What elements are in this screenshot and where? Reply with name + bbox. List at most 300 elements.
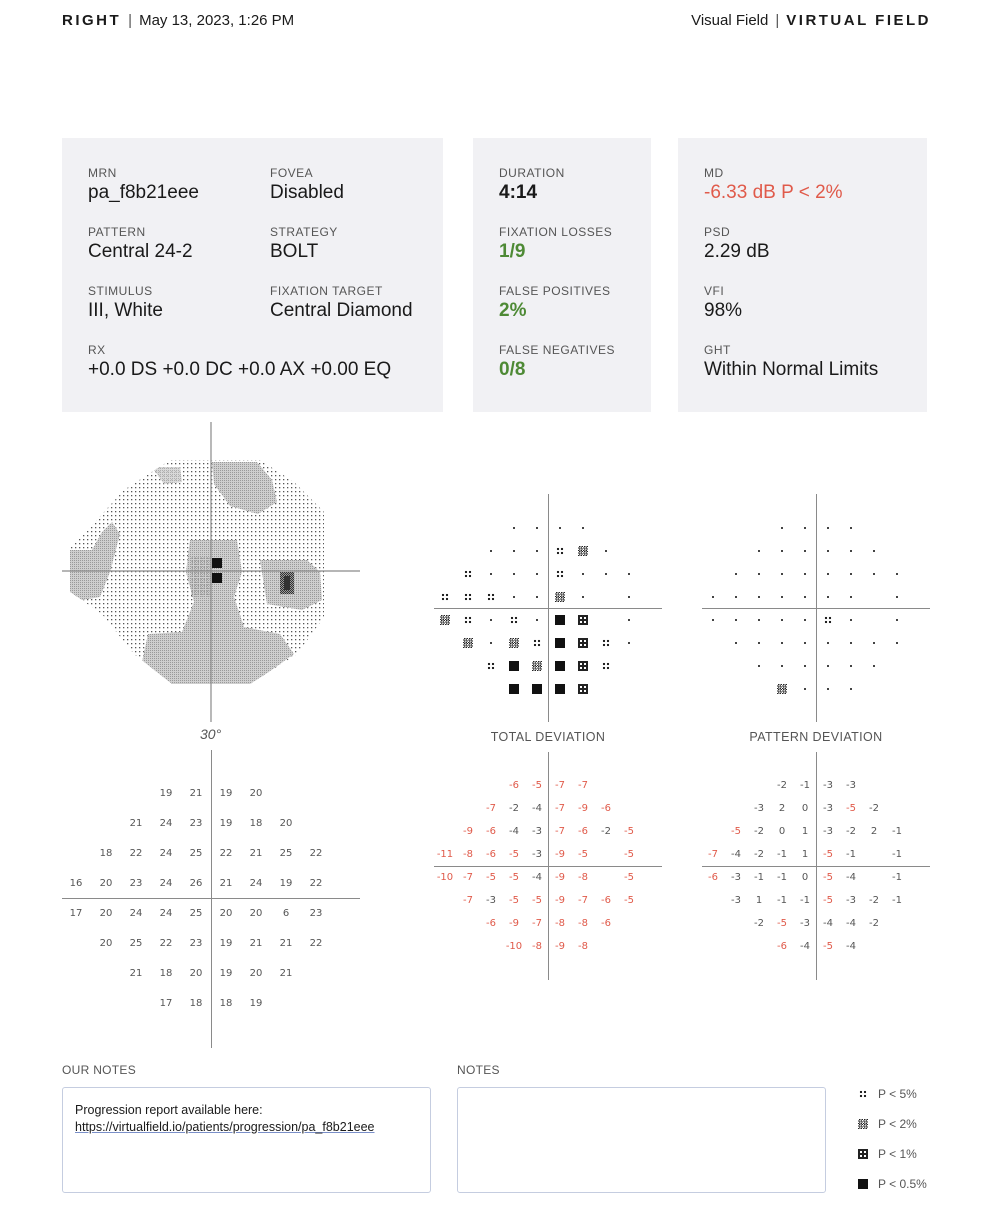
notes-label: NOTES [457, 1063, 500, 1077]
pattern-deviation-symbol [758, 573, 760, 575]
pattern-deviation-value: 2 [870, 826, 878, 837]
fovea-value: Disabled [270, 182, 344, 203]
report-header-right [691, 12, 931, 29]
total-deviation-value: -6 [578, 826, 588, 837]
threshold-value: 17 [159, 998, 173, 1009]
threshold-value: 19 [219, 968, 233, 979]
total-deviation-symbol [464, 593, 472, 601]
pattern-deviation-symbol [781, 619, 783, 621]
total-deviation-value: -5 [624, 872, 634, 883]
md-value: -6.33 dB P < 2% [704, 182, 843, 203]
pattern-deviation-value: -2 [869, 803, 879, 814]
total-deviation-value: -7 [555, 826, 565, 837]
pattern-deviation-symbol [758, 550, 760, 552]
threshold-vertical-axis [211, 750, 212, 1048]
threshold-value: 24 [159, 878, 173, 889]
rx-field [88, 343, 391, 382]
total-deviation-symbol [464, 570, 472, 578]
pattern-deviation-symbol [781, 665, 783, 667]
pattern-deviation-value: -5 [823, 849, 833, 860]
threshold-value: 24 [159, 908, 173, 919]
pattern-deviation-value: -4 [731, 849, 741, 860]
total-deviation-value: -5 [486, 872, 496, 883]
pattern-deviation-symbol [896, 619, 898, 621]
pattern-deviation-symbol [781, 573, 783, 575]
reliability-panel [473, 138, 651, 412]
total-deviation-symbol [578, 684, 588, 694]
threshold-value: 17 [69, 908, 83, 919]
fixation-target-label: FIXATION TARGET [270, 284, 383, 298]
pattern-deviation-value: -3 [846, 780, 856, 791]
patient-info-panel [62, 138, 443, 412]
total-deviation-value: -8 [463, 849, 473, 860]
pattern-deviation-value: -2 [754, 918, 764, 929]
pattern-deviation-value: -1 [892, 895, 902, 906]
total-deviation-symbol [555, 638, 565, 648]
threshold-value: 18 [159, 968, 173, 979]
our-notes-box[interactable] [62, 1087, 431, 1193]
vfi-field [704, 284, 742, 323]
pattern-deviation-symbol [850, 642, 852, 644]
pattern-deviation-value: 0 [801, 803, 809, 814]
pattern-deviation-symbol [873, 665, 875, 667]
total-deviation-symbol [582, 596, 584, 598]
pattern-deviation-value: -5 [777, 918, 787, 929]
pattern-deviation-value: -3 [800, 918, 810, 929]
legend-item [856, 1147, 917, 1161]
pattern-deviation-symbol [758, 642, 760, 644]
total-deviation-value: -8 [532, 941, 542, 952]
pattern-deviation-value: -1 [846, 849, 856, 860]
threshold-value: 22 [129, 848, 143, 859]
pattern-deviation-value: 0 [801, 872, 809, 883]
pattern-deviation-symbol [712, 596, 714, 598]
pattern-deviation-symbol [804, 527, 806, 529]
threshold-value: 18 [189, 998, 203, 1009]
pd-values-horizontal-axis [702, 866, 930, 867]
pattern-deviation-value: -4 [823, 918, 833, 929]
threshold-value: 23 [129, 878, 143, 889]
rx-value: +0.0 DS +0.0 DC +0.0 AX +0.00 EQ [88, 359, 392, 380]
strategy-label: STRATEGY [270, 225, 338, 239]
brand-name: VIRTUAL FIELD [786, 12, 931, 29]
total-deviation-value: -3 [532, 826, 542, 837]
total-deviation-symbol [463, 638, 473, 648]
pattern-deviation-value: -1 [777, 872, 787, 883]
threshold-value: 21 [129, 968, 143, 979]
pattern-deviation-value: -2 [869, 918, 879, 929]
legend-swatch [856, 1177, 870, 1191]
p-less-than-5-icon [859, 1090, 867, 1098]
pattern-value: Central 24-2 [88, 241, 193, 262]
total-deviation-symbol [628, 596, 630, 598]
total-deviation-value: -6 [601, 895, 611, 906]
pattern-deviation-symbol [824, 616, 832, 624]
threshold-value: 19 [159, 788, 173, 799]
total-deviation-value: -5 [532, 895, 542, 906]
total-deviation-value: -9 [555, 872, 565, 883]
report-type: Visual Field [691, 12, 769, 29]
threshold-value: 19 [219, 938, 233, 949]
total-deviation-symbol [464, 616, 472, 624]
pattern-deviation-symbol [850, 573, 852, 575]
pattern-deviation-symbol [827, 573, 829, 575]
total-deviation-value: -4 [532, 872, 542, 883]
pattern-deviation-value: -4 [800, 941, 810, 952]
threshold-value: 20 [249, 908, 263, 919]
total-deviation-symbol [536, 596, 538, 598]
total-deviation-symbol [628, 642, 630, 644]
global-indices-panel [678, 138, 927, 412]
total-deviation-symbol [628, 619, 630, 621]
p-less-than-0-5-icon [858, 1179, 868, 1189]
total-deviation-probability-plot [434, 494, 662, 722]
pattern-deviation-value: -1 [777, 849, 787, 860]
total-deviation-symbol [628, 573, 630, 575]
threshold-value: 20 [99, 908, 113, 919]
stimulus-field [88, 284, 163, 323]
legend-swatch [856, 1117, 870, 1131]
header-separator: | [128, 12, 133, 29]
total-deviation-symbol [490, 642, 492, 644]
pattern-deviation-symbol [896, 596, 898, 598]
pattern-deviation-symbol [850, 665, 852, 667]
total-deviation-symbol [559, 527, 561, 529]
mrn-field [88, 166, 199, 205]
threshold-value: 6 [282, 908, 290, 919]
threshold-value: 22 [309, 848, 323, 859]
fixation-losses-label: FIXATION LOSSES [499, 225, 613, 239]
pattern-deviation-symbol [850, 688, 852, 690]
pattern-deviation-symbol [735, 642, 737, 644]
header-separator: | [775, 12, 780, 29]
pattern-deviation-symbol [804, 665, 806, 667]
threshold-horizontal-axis [62, 898, 360, 899]
threshold-value: 18 [249, 818, 263, 829]
pattern-deviation-value: -5 [823, 895, 833, 906]
total-deviation-value: -8 [555, 918, 565, 929]
pattern-deviation-symbol [850, 619, 852, 621]
td-values-horizontal-axis [434, 866, 662, 867]
duration-value: 4:14 [499, 182, 538, 203]
fixation-losses-field [499, 225, 612, 264]
pattern-deviation-symbol [827, 527, 829, 529]
threshold-value: 20 [189, 968, 203, 979]
total-deviation-symbol [555, 592, 565, 602]
pattern-deviation-symbol [873, 573, 875, 575]
false-negatives-label: FALSE NEGATIVES [499, 343, 615, 357]
total-deviation-value: -7 [578, 895, 588, 906]
total-deviation-value: -9 [555, 895, 565, 906]
total-deviation-symbol [532, 684, 542, 694]
threshold-value: 19 [219, 788, 233, 799]
total-deviation-value: -8 [578, 872, 588, 883]
psd-value: 2.29 dB [704, 241, 770, 262]
psd-label: PSD [704, 225, 731, 239]
pattern-deviation-value: -1 [777, 895, 787, 906]
total-deviation-value: -7 [463, 895, 473, 906]
total-deviation-value: -7 [578, 780, 588, 791]
pattern-deviation-value: -2 [754, 849, 764, 860]
threshold-value: 25 [189, 908, 203, 919]
td-prob-horizontal-axis [434, 608, 662, 609]
vfi-label: VFI [704, 284, 725, 298]
pattern-deviation-value: 1 [801, 849, 809, 860]
fixation-target-field [270, 284, 413, 323]
pattern-deviation-symbol [804, 550, 806, 552]
total-deviation-symbol [556, 547, 564, 555]
pattern-deviation-symbol [804, 642, 806, 644]
greyscale-map [62, 422, 360, 722]
pattern-deviation-symbol [735, 573, 737, 575]
pattern-deviation-value: -3 [754, 803, 764, 814]
pattern-deviation-symbol [873, 550, 875, 552]
total-deviation-symbol [532, 661, 542, 671]
duration-field [499, 166, 565, 205]
threshold-value: 25 [279, 848, 293, 859]
threshold-value: 21 [279, 938, 293, 949]
threshold-value: 26 [189, 878, 203, 889]
total-deviation-symbol [490, 573, 492, 575]
total-deviation-values-grid [434, 752, 662, 980]
total-deviation-symbol [490, 619, 492, 621]
threshold-value: 21 [249, 848, 263, 859]
pattern-deviation-value: -4 [846, 872, 856, 883]
pattern-deviation-value: -2 [754, 826, 764, 837]
pattern-deviation-value: -4 [846, 918, 856, 929]
total-deviation-value: -3 [532, 849, 542, 860]
total-deviation-symbol [555, 684, 565, 694]
pattern-deviation-value: -3 [731, 895, 741, 906]
total-deviation-value: -6 [601, 803, 611, 814]
our-notes-text: Progression report available here: [75, 1103, 263, 1117]
pattern-deviation-symbol [781, 596, 783, 598]
total-deviation-value: -5 [509, 895, 519, 906]
pattern-deviation-value: -1 [800, 895, 810, 906]
pattern-deviation-value: -1 [754, 872, 764, 883]
total-deviation-value: -10 [505, 941, 523, 952]
total-deviation-symbol [513, 573, 515, 575]
total-deviation-symbol [582, 527, 584, 529]
pattern-field [88, 225, 193, 264]
greyscale-defect-upper [212, 558, 222, 568]
test-datetime: May 13, 2023, 1:26 PM [139, 12, 295, 29]
threshold-value: 21 [219, 878, 233, 889]
total-deviation-value: -6 [486, 918, 496, 929]
pattern-deviation-symbol [804, 688, 806, 690]
threshold-value: 19 [279, 878, 293, 889]
report-header-left [62, 12, 294, 29]
total-deviation-symbol [602, 662, 610, 670]
pattern-deviation-value: -7 [708, 849, 718, 860]
total-deviation-value: -5 [578, 849, 588, 860]
pattern-deviation-symbol [735, 619, 737, 621]
total-deviation-value: -4 [532, 803, 542, 814]
threshold-value: 20 [99, 878, 113, 889]
legend-label: P < 1% [878, 1147, 917, 1161]
pattern-deviation-symbol [850, 550, 852, 552]
greyscale-plot [62, 422, 360, 722]
pattern-label: PATTERN [88, 225, 146, 239]
pattern-deviation-symbol [781, 527, 783, 529]
total-deviation-value: -5 [624, 895, 634, 906]
total-deviation-symbol [605, 550, 607, 552]
notes-textarea[interactable] [457, 1087, 826, 1193]
stimulus-value: III, White [88, 300, 163, 321]
total-deviation-caption: TOTAL DEVIATION [490, 730, 606, 744]
threshold-value: 20 [99, 938, 113, 949]
total-deviation-symbol [440, 615, 450, 625]
false-negatives-value: 0/8 [499, 359, 526, 380]
total-deviation-value: -10 [436, 872, 454, 883]
total-deviation-symbol [487, 593, 495, 601]
pattern-deviation-symbol [827, 642, 829, 644]
threshold-value: 20 [219, 908, 233, 919]
total-deviation-symbol [487, 662, 495, 670]
vfi-value: 98% [704, 300, 743, 321]
pattern-deviation-value: -1 [892, 872, 902, 883]
pattern-deviation-value: -1 [892, 826, 902, 837]
pattern-deviation-value: 1 [755, 895, 763, 906]
pattern-deviation-symbol [896, 642, 898, 644]
pattern-deviation-value: -3 [731, 872, 741, 883]
total-deviation-symbol [441, 593, 449, 601]
pattern-deviation-symbol [758, 596, 760, 598]
threshold-value: 21 [189, 788, 203, 799]
total-deviation-value: -4 [509, 826, 519, 837]
pattern-deviation-symbol [804, 573, 806, 575]
pattern-deviation-symbol [827, 596, 829, 598]
total-deviation-value: -8 [578, 918, 588, 929]
threshold-value: 23 [189, 938, 203, 949]
pattern-deviation-symbol [758, 665, 760, 667]
pattern-deviation-value: -1 [892, 849, 902, 860]
pattern-deviation-symbol [781, 642, 783, 644]
total-deviation-value: -7 [532, 918, 542, 929]
total-deviation-symbol [513, 527, 515, 529]
pattern-deviation-value: -5 [731, 826, 741, 837]
threshold-value: 20 [279, 818, 293, 829]
threshold-value: 21 [129, 818, 143, 829]
pattern-deviation-value: -4 [846, 941, 856, 952]
total-deviation-value: -9 [509, 918, 519, 929]
pattern-deviation-symbol [777, 684, 787, 694]
pattern-deviation-value: -1 [800, 780, 810, 791]
pattern-deviation-value: -5 [823, 941, 833, 952]
pattern-deviation-value: -6 [777, 941, 787, 952]
pattern-deviation-symbol [850, 527, 852, 529]
total-deviation-value: -5 [532, 780, 542, 791]
legend-item [856, 1087, 917, 1101]
pattern-deviation-symbol [827, 550, 829, 552]
total-deviation-value: -9 [463, 826, 473, 837]
total-deviation-value: -6 [486, 826, 496, 837]
total-deviation-symbol [555, 615, 565, 625]
threshold-value: 21 [249, 938, 263, 949]
total-deviation-symbol [536, 619, 538, 621]
pattern-deviation-symbol [735, 596, 737, 598]
pattern-deviation-caption: PATTERN DEVIATION [749, 730, 883, 744]
false-positives-field [499, 284, 611, 323]
greyscale-scale-label: 30° [200, 726, 222, 742]
total-deviation-symbol [605, 573, 607, 575]
our-notes-label: OUR NOTES [62, 1063, 137, 1077]
total-deviation-symbol [602, 639, 610, 647]
pattern-deviation-symbol [850, 596, 852, 598]
threshold-value: 22 [159, 938, 173, 949]
threshold-value: 22 [309, 878, 323, 889]
stimulus-label: STIMULUS [88, 284, 153, 298]
pattern-deviation-symbol [781, 550, 783, 552]
greyscale-defect-lower [212, 573, 222, 583]
ght-value: Within Normal Limits [704, 359, 879, 380]
total-deviation-value: -9 [578, 803, 588, 814]
threshold-value: 16 [69, 878, 83, 889]
pattern-deviation-value: -3 [823, 780, 833, 791]
fovea-label: FOVEA [270, 166, 314, 180]
false-positives-value: 2% [499, 300, 527, 321]
total-deviation-value: -5 [624, 849, 634, 860]
total-deviation-symbol [578, 546, 588, 556]
threshold-values-grid [62, 750, 360, 1048]
threshold-value: 19 [249, 998, 263, 1009]
threshold-value: 20 [249, 788, 263, 799]
pattern-deviation-value: -5 [846, 803, 856, 814]
eye-label: RIGHT [62, 12, 122, 29]
threshold-value: 22 [219, 848, 233, 859]
total-deviation-symbol [578, 638, 588, 648]
total-deviation-symbol [578, 615, 588, 625]
pattern-deviation-value: -2 [846, 826, 856, 837]
legend-swatch [856, 1147, 870, 1161]
pattern-deviation-symbol [827, 665, 829, 667]
total-deviation-symbol [490, 550, 492, 552]
legend-item [856, 1177, 927, 1191]
total-deviation-symbol [555, 661, 565, 671]
md-label: MD [704, 166, 724, 180]
progression-report-link[interactable]: https://virtualfield.io/patients/progression/pa_f8b21eee [75, 1120, 375, 1134]
total-deviation-symbol [536, 573, 538, 575]
threshold-value: 21 [279, 968, 293, 979]
mrn-label: MRN [88, 166, 117, 180]
strategy-field [270, 225, 338, 264]
total-deviation-symbol [536, 527, 538, 529]
threshold-value: 23 [309, 908, 323, 919]
threshold-value: 24 [249, 878, 263, 889]
psd-field [704, 225, 770, 264]
pattern-deviation-value: -3 [823, 826, 833, 837]
pattern-deviation-value: 2 [778, 803, 786, 814]
pattern-deviation-symbol [827, 688, 829, 690]
total-deviation-symbol [509, 684, 519, 694]
rx-label: RX [88, 343, 106, 357]
false-negatives-field [499, 343, 615, 382]
legend-item [856, 1117, 917, 1131]
fixation-target-value: Central Diamond [270, 300, 413, 321]
pd-prob-horizontal-axis [702, 608, 930, 609]
total-deviation-value: -7 [463, 872, 473, 883]
total-deviation-symbol [578, 661, 588, 671]
total-deviation-value: -2 [509, 803, 519, 814]
threshold-value: 22 [309, 938, 323, 949]
md-field [704, 166, 843, 205]
total-deviation-symbol [510, 616, 518, 624]
false-positives-label: FALSE POSITIVES [499, 284, 611, 298]
threshold-value: 20 [249, 968, 263, 979]
pattern-deviation-symbol [804, 619, 806, 621]
total-deviation-value: -9 [555, 849, 565, 860]
pattern-deviation-symbol [804, 596, 806, 598]
